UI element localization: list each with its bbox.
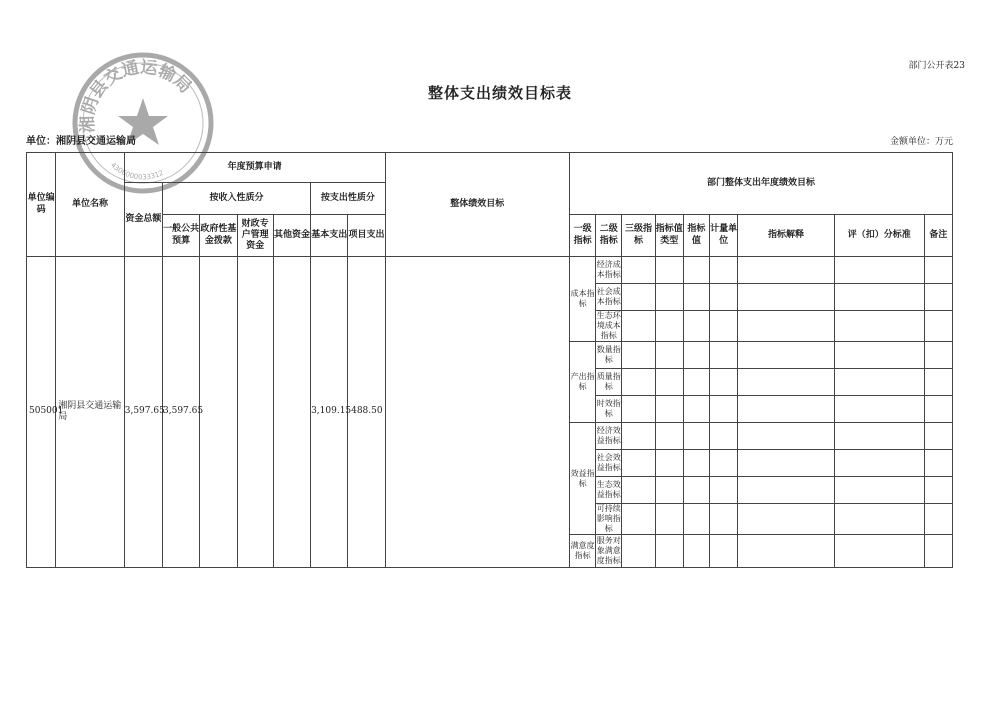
indicator-level2: 社会效益指标 [596,450,622,477]
indicator-level1: 成本指标 [569,257,595,342]
unit-label: 单位：湘阴县交通运输局 [26,136,136,147]
header-level1: 一级指标 [569,215,595,257]
form-number: 部门公开表23 [908,61,965,71]
indicator-level1: 满意度指标 [569,535,595,568]
page-title: 整体支出绩效目标表 [427,84,572,102]
cell-overall-goal [385,257,569,568]
indicator-level2: 服务对象满意度指标 [596,535,622,568]
header-project: 项目支出 [348,215,385,257]
header-basic: 基本支出 [311,215,348,257]
header-level2: 二级指标 [596,215,622,257]
indicator-level2: 经济成本指标 [596,257,622,284]
indicator-level2: 可持续影响指标 [596,504,621,533]
money-unit-label: 金额单位：万元 [889,137,953,147]
cell-gov-fund [200,257,237,568]
header-unit-name: 单位名称 [56,153,125,257]
header-explanation: 指标解释 [738,215,835,257]
cell-special [237,257,273,568]
svg-text:湘阴县交通运输局: 湘阴县交通运输局 [77,57,196,134]
header-dept-goal: 部门整体支出年度绩效目标 [569,153,952,215]
header-general: 一般公共预算 [163,215,200,257]
header-value: 指标值 [683,215,709,257]
header-by-income: 按收入性质分 [163,183,311,215]
table-row [27,257,953,284]
header-gov-fund: 政府性基金拨款 [200,215,237,257]
indicator-level1: 效益指标 [569,423,595,535]
cell-unit-name: 湘阴县交通运输局 [56,257,125,568]
header-total: 资金总额 [124,183,162,257]
indicator-level2: 质量指标 [596,369,622,396]
indicator-level2: 数量指标 [596,342,622,369]
indicator-level2: 生态环境成本指标 [596,311,621,340]
header-measure-unit: 计量单位 [710,215,738,257]
header-by-expense: 按支出性质分 [311,183,386,215]
header-unit-code: 单位编码 [27,153,56,257]
cell-project: 488.50 [348,257,385,568]
header-budget-request: 年度预算申请 [124,153,385,183]
header-special: 财政专户管理资金 [237,215,273,257]
header-value-type: 指标值类型 [655,215,683,257]
indicator-level2: 时效指标 [596,396,622,423]
header-remark: 备注 [924,215,952,257]
cell-general: 3,597.65 [163,257,200,568]
header-other: 其他资金 [273,215,310,257]
header-overall-goal: 整体绩效目标 [385,153,569,257]
indicator-level2: 经济效益指标 [596,423,622,450]
header-level3: 三级指标 [622,215,655,257]
header-scoring: 评（扣）分标准 [834,215,924,257]
cell-other [273,257,310,568]
indicator-level2: 社会成本指标 [596,284,622,311]
cell-unit-code: 505001 [27,257,56,568]
cell-basic: 3,109.15 [311,257,348,568]
performance-table [26,152,953,568]
indicator-level1: 产出指标 [569,342,595,423]
cell-total: 3,597.65 [124,257,162,568]
svg-text:4306000033312: 4306000033312 [108,161,165,182]
indicator-level2: 生态效益指标 [596,477,622,504]
